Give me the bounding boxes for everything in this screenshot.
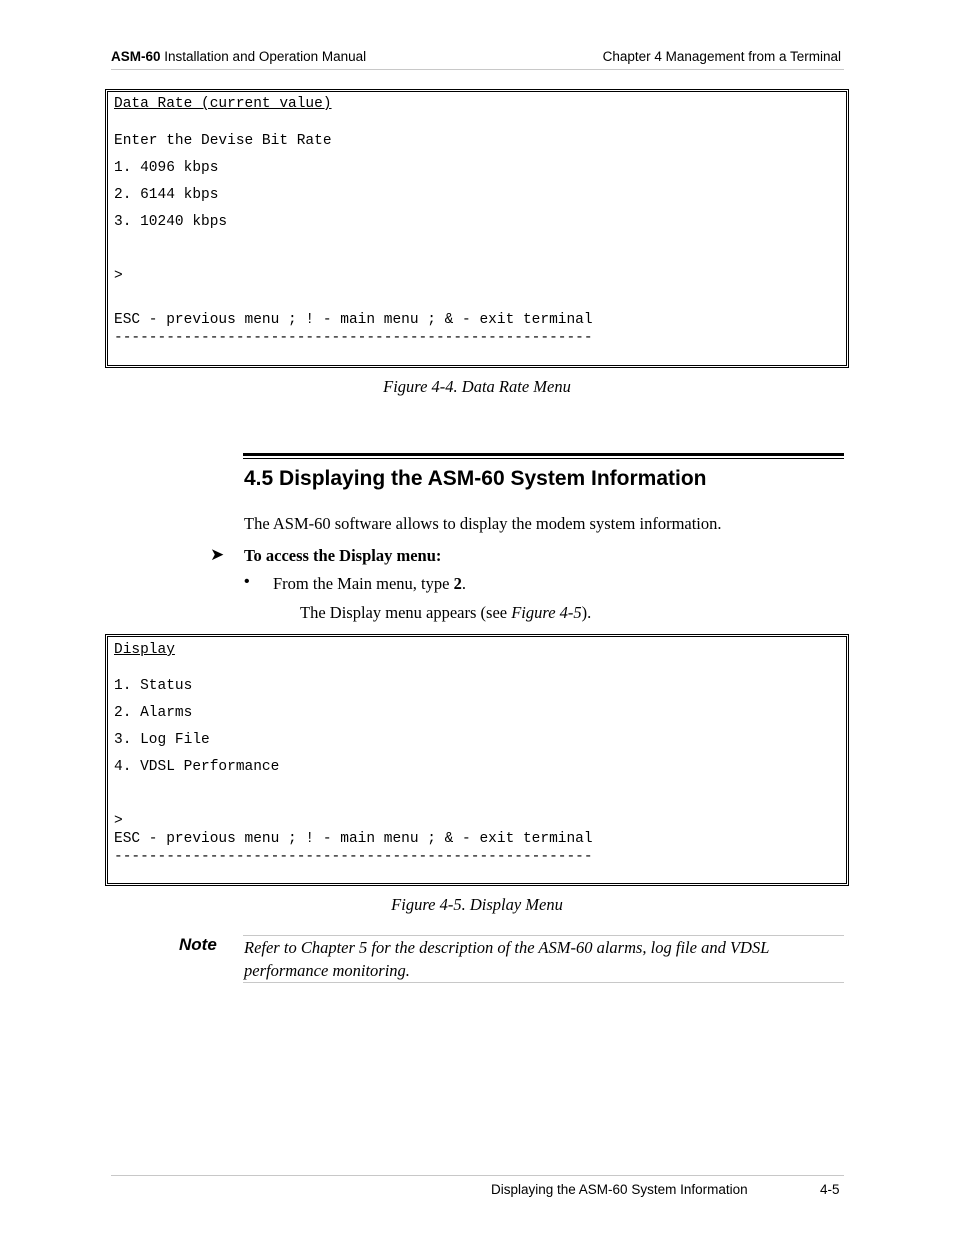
result-text: The Display menu appears (see [300, 603, 512, 622]
menu-option: 3. 10240 kbps [114, 214, 228, 230]
manual-title-product: ASM-60 [111, 49, 161, 64]
terminal-separator: ------------------------------------------------------- [114, 849, 593, 865]
note-rule-bottom [243, 982, 844, 983]
page-number: 4-5 [820, 1182, 840, 1197]
display-terminal [105, 634, 849, 886]
terminal-cursor: > [114, 813, 123, 829]
intro-paragraph: The ASM-60 software allows to display the modem system information. [244, 514, 722, 533]
menu-option: 1. Status [114, 678, 193, 694]
step-suffix: . [461, 574, 466, 593]
menu-option: 3. Log File [114, 732, 210, 748]
figure-reference: Figure 4-5 [511, 603, 582, 622]
terminal-title: Display [114, 642, 175, 658]
terminal-footer: ESC - previous menu ; ! - main menu ; & - exit terminal [114, 312, 593, 328]
figure-caption: Figure 4-5. Display Menu [391, 895, 563, 914]
section-rule-thin [243, 458, 844, 459]
section-rule [243, 453, 844, 456]
terminal-prompt: Enter the Devise Bit Rate [114, 133, 332, 149]
terminal-title: Data Rate (current value) [114, 96, 332, 112]
footer-section: Displaying the ASM-60 System Information [491, 1182, 748, 1197]
note-label: Note [179, 935, 217, 954]
menu-option: 1. 4096 kbps [114, 160, 219, 176]
menu-option: 2. 6144 kbps [114, 187, 219, 203]
note-text: Refer to Chapter 5 for the description of the ASM-60 alarms, log file and VDSL performance monitoring. [244, 938, 770, 980]
page-header [111, 49, 841, 69]
procedure-arrow-icon: ➤ [210, 545, 225, 564]
footer-divider [111, 1175, 844, 1176]
terminal-footer: ESC - previous menu ; ! - main menu ; & - exit terminal [114, 831, 593, 847]
chapter-title: Chapter 4 Management from a Terminal [602, 49, 841, 64]
manual-title-rest: Installation and Operation Manual [160, 49, 367, 64]
step-result [300, 603, 591, 623]
figure-caption: Figure 4-4. Data Rate Menu [383, 377, 571, 396]
terminal-cursor: > [114, 268, 123, 284]
menu-option: 2. Alarms [114, 705, 193, 721]
data-rate-terminal [105, 89, 849, 368]
manual-title [111, 49, 366, 64]
menu-option: 4. VDSL Performance [114, 759, 280, 775]
step-text: From the Main menu, type [273, 574, 454, 593]
result-suffix: ). [581, 603, 592, 622]
terminal-separator: ------------------------------------------------------- [114, 330, 593, 346]
header-divider [111, 69, 844, 70]
procedure-title: To access the Display menu: [244, 546, 442, 565]
step-value: 2 [453, 574, 462, 593]
bullet-icon: • [244, 573, 250, 590]
section-heading: 4.5 Displaying the ASM-60 System Information [244, 467, 707, 490]
procedure-step [273, 574, 466, 594]
